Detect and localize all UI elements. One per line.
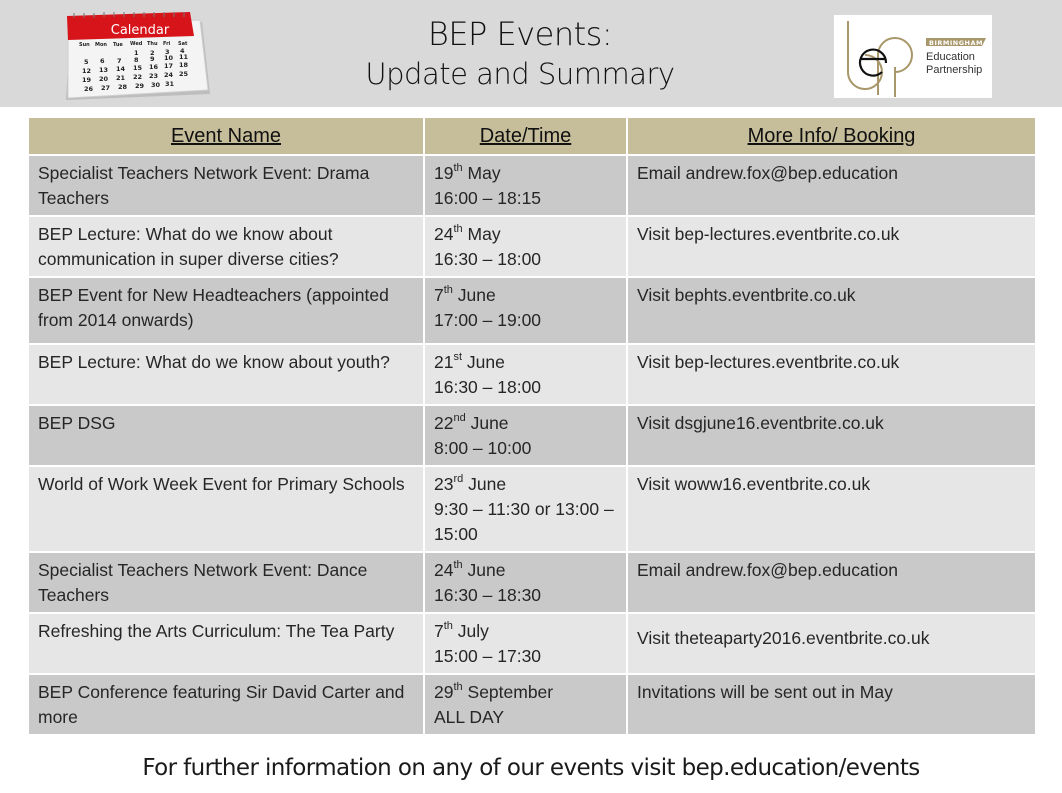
title-line-2: Update and Summary [365, 57, 675, 91]
table-row [28, 674, 1036, 735]
svg-text:Fri: Fri [163, 41, 171, 47]
svg-text:15: 15 [133, 64, 143, 72]
svg-text:23: 23 [149, 72, 159, 80]
column-header-more-info: More Info/ Booking [627, 117, 1036, 155]
svg-text:Sun: Sun [79, 42, 90, 48]
svg-text:22: 22 [133, 73, 143, 81]
svg-text:Mon: Mon [95, 42, 107, 48]
calendar-icon [62, 10, 212, 102]
svg-text:13: 13 [99, 66, 109, 74]
table-row [28, 216, 1036, 277]
svg-text:29: 29 [135, 82, 145, 90]
table-row [28, 344, 1036, 405]
svg-text:16: 16 [149, 63, 159, 71]
event-name-cell: BEP DSG [28, 405, 424, 466]
svg-text:Partnership: Partnership [926, 64, 983, 76]
date-time-cell: 19th May 16:00 – 18:15 [424, 155, 627, 216]
svg-text:17: 17 [164, 62, 174, 70]
svg-text:1: 1 [134, 49, 139, 57]
svg-text:25: 25 [179, 70, 189, 78]
date-time-cell: 7th July 15:00 – 17:30 [424, 613, 627, 674]
page-title [330, 14, 710, 94]
svg-text:5: 5 [84, 58, 89, 66]
column-header-date-time: Date/Time [424, 117, 627, 155]
svg-text:2: 2 [150, 49, 155, 57]
footer-note: For further information on any of our events visit bep.education/events [142, 755, 920, 781]
svg-text:14: 14 [116, 65, 126, 73]
date-time-cell: 24th June 16:30 – 18:30 [424, 552, 627, 613]
svg-text:Calendar: Calendar [110, 23, 170, 38]
svg-text:Thu: Thu [147, 41, 158, 47]
svg-text:24: 24 [164, 71, 174, 79]
svg-text:10: 10 [164, 54, 174, 62]
table-row [28, 405, 1036, 466]
more-info-cell: Visit woww16.eventbrite.co.uk [627, 466, 1036, 552]
title-line-1: BEP Events: [427, 15, 613, 53]
svg-text:Tue: Tue [113, 42, 123, 48]
svg-text:31: 31 [165, 80, 175, 88]
svg-text:19: 19 [82, 76, 92, 84]
more-info-cell: Visit bephts.eventbrite.co.uk [627, 277, 1036, 344]
table-row [28, 552, 1036, 613]
event-name-cell: Specialist Teachers Network Event: Drama Teachers [28, 155, 424, 216]
date-time-cell: 22nd June 8:00 – 10:00 [424, 405, 627, 466]
more-info-cell: Visit bep-lectures.eventbrite.co.uk [627, 344, 1036, 405]
table-row [28, 155, 1036, 216]
table-header-row [28, 117, 1036, 155]
svg-text:Sat: Sat [178, 41, 188, 47]
svg-text:12: 12 [82, 67, 92, 75]
svg-text:6: 6 [100, 57, 105, 65]
table-row [28, 466, 1036, 552]
svg-text:BIRMINGHAM: BIRMINGHAM [929, 39, 983, 47]
event-name-cell: Specialist Teachers Network Event: Dance Teachers [28, 552, 424, 613]
event-name-cell: World of Work Week Event for Primary Schools [28, 466, 424, 552]
event-name-cell: BEP Lecture: What do we know about youth? [28, 344, 424, 405]
svg-text:27: 27 [101, 84, 111, 92]
svg-text:30: 30 [151, 81, 161, 89]
date-time-cell: 24th May 16:30 – 18:00 [424, 216, 627, 277]
svg-text:8: 8 [134, 56, 139, 64]
more-info-cell: Visit bep-lectures.eventbrite.co.uk [627, 216, 1036, 277]
event-name-cell: BEP Event for New Headteachers (appointed from 2014 onwards) [28, 277, 424, 344]
svg-text:21: 21 [116, 74, 126, 82]
svg-text:Education: Education [926, 51, 975, 63]
date-time-cell: 7th June 17:00 – 19:00 [424, 277, 627, 344]
svg-text:28: 28 [118, 83, 128, 91]
events-table [27, 116, 1037, 736]
date-time-cell: 21st June 16:30 – 18:00 [424, 344, 627, 405]
svg-text:11: 11 [179, 53, 189, 61]
svg-text:18: 18 [179, 61, 189, 69]
svg-text:Wed: Wed [130, 41, 143, 47]
svg-text:3: 3 [165, 48, 170, 56]
table-row [28, 613, 1036, 674]
column-header-event-name: Event Name [28, 117, 424, 155]
more-info-cell: Email andrew.fox@bep.education [627, 155, 1036, 216]
svg-text:26: 26 [84, 85, 94, 93]
event-name-cell: Refreshing the Arts Curriculum: The Tea Party [28, 613, 424, 674]
svg-text:9: 9 [150, 55, 155, 63]
bep-logo [834, 15, 992, 98]
more-info-cell: Visit theteaparty2016.eventbrite.co.uk [627, 613, 1036, 674]
svg-text:4: 4 [180, 47, 185, 55]
svg-text:20: 20 [99, 75, 109, 83]
table-row [28, 277, 1036, 344]
date-time-cell: 29th September ALL DAY [424, 674, 627, 735]
date-time-cell: 23rd June 9:30 – 11:30 or 13:00 – 15:00 [424, 466, 627, 552]
more-info-cell: Invitations will be sent out in May [627, 674, 1036, 735]
more-info-cell: Visit dsgjune16.eventbrite.co.uk [627, 405, 1036, 466]
event-name-cell: BEP Lecture: What do we know about communication in super diverse cities? [28, 216, 424, 277]
svg-text:7: 7 [117, 57, 122, 65]
more-info-cell: Email andrew.fox@bep.education [627, 552, 1036, 613]
event-name-cell: BEP Conference featuring Sir David Carter and more [28, 674, 424, 735]
